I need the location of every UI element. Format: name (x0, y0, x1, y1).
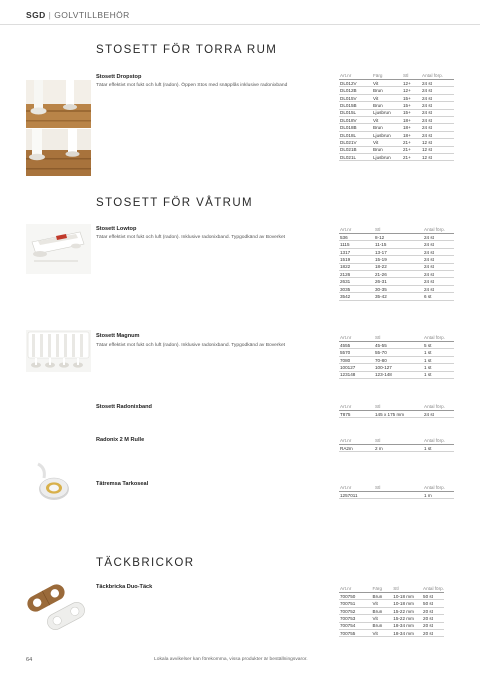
table-cell: 10-18 mm (392, 593, 422, 600)
duotack-image (22, 578, 92, 634)
table-cell: 15-19 (374, 256, 423, 263)
table-cell: 700751 (339, 600, 372, 607)
spec-table-dropstop (339, 72, 454, 161)
header-divider (0, 24, 480, 25)
table-cell: 700750 (339, 593, 372, 600)
column-header: Art.nr (339, 334, 374, 342)
product-name-lowtop: Stosett Lowtop (96, 226, 137, 232)
table-row (339, 154, 454, 161)
table-cell: 1 st (423, 445, 454, 452)
table-cell: 11-15 (374, 241, 423, 248)
table-cell: Brun (372, 593, 393, 600)
table-row (339, 278, 454, 285)
table-cell: DL018V (339, 117, 372, 124)
column-header: Art.nr (339, 585, 372, 593)
table-row (339, 411, 454, 418)
tarkoseal-image (34, 462, 74, 506)
table-cell: 24 st (421, 109, 454, 116)
table-cell: 700754 (339, 622, 372, 629)
table-cell: T875 (339, 411, 374, 418)
table-row (339, 241, 454, 248)
column-header: Antal förp. (423, 586, 444, 592)
table-cell: 24 st (423, 411, 454, 418)
column-header: Antal förp. (423, 437, 454, 445)
table-cell: 15+ (402, 94, 421, 101)
table-cell: Brun (372, 607, 393, 614)
table-cell: 12+ (402, 80, 421, 87)
footer-note: Lokala avvikelser kan förekomma, vissa produkter är beställningsvaror. (154, 657, 308, 662)
table-cell: Vit (372, 94, 402, 101)
table-cell: 21+ (402, 154, 421, 161)
table-cell: 6 st (423, 293, 454, 300)
table-cell: 21+ (402, 146, 421, 153)
table-cell: 15+ (402, 109, 421, 116)
table-cell: DL021L (339, 154, 372, 161)
dropstop-image (26, 80, 91, 176)
section-title-tack: TÄCKBRICKOR (96, 557, 195, 569)
table-cell: 123148 (339, 371, 374, 378)
product-name-duotack: Täckbricka Duo-Täck (96, 584, 153, 590)
table-cell: 35-42 (374, 293, 423, 300)
table-row (339, 285, 454, 292)
table-cell: 2631 (339, 278, 374, 285)
table-row (339, 109, 454, 116)
column-header: Stl (374, 484, 423, 492)
table-row (339, 364, 454, 371)
table-row (339, 342, 454, 349)
table-row (339, 349, 454, 356)
header-separator: | (48, 10, 52, 20)
column-header: Antal förp. (421, 72, 454, 80)
lowtop-image (26, 224, 91, 274)
column-header: Art.nr (339, 484, 374, 492)
spec-table-tarkoseal (339, 484, 454, 499)
table-cell: 1 st (423, 356, 454, 363)
table-row (339, 293, 454, 300)
table-cell: 4555 (339, 342, 374, 349)
table-cell: 15+ (402, 102, 421, 109)
table-cell: 7080 (339, 356, 374, 363)
table-cell: 24 st (421, 102, 454, 109)
duotack-photo (22, 578, 92, 634)
tarkoseal-photo (34, 462, 74, 506)
table-row (339, 263, 454, 270)
table-cell: 145 x 175 mm (374, 411, 423, 418)
table-cell: 15-22 mm (392, 615, 422, 622)
table-cell: 15-22 mm (392, 607, 422, 614)
table-row (339, 593, 444, 600)
table-cell: 700753 (339, 615, 372, 622)
page-header (26, 10, 130, 20)
column-header: Antal förp. (423, 334, 454, 342)
table-cell: 24 st (423, 285, 454, 292)
column-header: Antal förp. (423, 226, 454, 234)
table-cell: Brun (372, 146, 402, 153)
table-cell: DL015B (339, 102, 372, 109)
table-cell: DL012V (339, 80, 372, 87)
table-cell: Vit (372, 630, 393, 637)
table-cell: Vit (372, 139, 402, 146)
table-row (339, 124, 454, 131)
column-header: Art.nr (339, 437, 374, 445)
table-row (339, 615, 444, 622)
table-cell: 100-127 (374, 364, 423, 371)
table-cell: 700752 (339, 607, 372, 614)
column-header: Stl (402, 72, 421, 80)
table-cell: DL018L (339, 131, 372, 138)
table-cell: Brun (372, 87, 402, 94)
table-cell: 18+ (402, 131, 421, 138)
column-header: Stl (392, 585, 422, 593)
table-header-row (339, 334, 454, 342)
table-cell: 1115 (339, 241, 374, 248)
table-header-row (339, 226, 454, 234)
product-desc-magnum: Tätar effektivt mot fukt och luft (radon). Inklusive radonixband. Typgodkänd av Boverket (96, 343, 286, 348)
table-cell: Vit (372, 117, 402, 124)
table-cell: DL015V (339, 94, 372, 101)
table-cell: 24 st (423, 278, 454, 285)
table-cell: 45-55 (374, 342, 423, 349)
brand-name: SGD (26, 10, 46, 20)
table-cell: 1822 (339, 263, 374, 270)
table-cell: 70-80 (374, 356, 423, 363)
table-row (339, 102, 454, 109)
table-cell: 20 st (422, 615, 444, 622)
table-cell: 24 st (421, 117, 454, 124)
spec-table-radonix2m (339, 437, 454, 452)
table-cell: 24 st (423, 256, 454, 263)
table-row (339, 131, 454, 138)
table-header-row (339, 72, 454, 80)
table-cell: 55-70 (374, 349, 423, 356)
table-row (339, 146, 454, 153)
table-header-row (339, 484, 454, 492)
table-cell: 1 st (423, 364, 454, 371)
lowtop-photo (26, 224, 91, 274)
table-cell: 18+ (402, 117, 421, 124)
table-cell: 1317 (339, 248, 374, 255)
table-cell: 3542 (339, 293, 374, 300)
table-cell: 1257011 (339, 492, 374, 499)
table-row (339, 271, 454, 278)
table-cell: 3035 (339, 285, 374, 292)
table-cell: 24 st (423, 248, 454, 255)
table-cell: 20 st (422, 607, 444, 614)
table-row (339, 600, 444, 607)
table-row (339, 356, 454, 363)
column-header: Stl (374, 226, 423, 234)
table-cell: 536 (339, 234, 374, 241)
table-cell: 24 st (423, 263, 454, 270)
product-desc-dropstop: Tätar effektivt mot fukt och luft (radon). Öppen Stos med snäpplås inklusive radonixband (96, 83, 288, 88)
product-name-radonix2m: Radonix 2 M Rulle (96, 437, 145, 443)
column-header: Art.nr (339, 226, 374, 234)
table-cell: 12 st (421, 146, 454, 153)
page-number: 64 (26, 657, 33, 663)
spec-table-magnum (339, 334, 454, 379)
table-cell: 20 st (422, 622, 444, 629)
table-cell: RA2m (339, 445, 374, 452)
table-cell: 13-17 (374, 248, 423, 255)
table-cell: 12 st (421, 154, 454, 161)
product-name-dropstop: Stosett Dropstop (96, 74, 142, 80)
table-cell: Brun (372, 102, 402, 109)
column-header: Stl (374, 437, 423, 445)
table-cell: 24 st (421, 94, 454, 101)
table-cell: Ljusbrun (372, 109, 402, 116)
table-cell: Vit (372, 80, 402, 87)
table-row (339, 139, 454, 146)
table-cell: 5 st (423, 342, 454, 349)
table-cell: 1 m (423, 492, 454, 499)
table-cell: Brun (372, 124, 402, 131)
table-cell: 20 st (422, 630, 444, 637)
header-category: GOLVTILLBEHÖR (54, 10, 130, 20)
table-cell: Vit (372, 600, 393, 607)
table-row (339, 630, 444, 637)
table-cell: DL012B (339, 87, 372, 94)
table-row (339, 492, 454, 499)
table-row (339, 256, 454, 263)
column-header: Art.nr (339, 72, 372, 80)
table-row (339, 445, 454, 452)
table-cell: 24 st (421, 131, 454, 138)
table-cell: 10-18 mm (392, 600, 422, 607)
table-cell: 2126 (339, 271, 374, 278)
table-cell: 24 st (423, 234, 454, 241)
table-cell: Vit (372, 615, 393, 622)
product-name-magnum: Stosett Magnum (96, 333, 140, 339)
table-cell: 18-34 mm (392, 630, 422, 637)
table-cell (374, 492, 423, 499)
spec-table-radonixband (339, 403, 454, 418)
table-cell: DL015L (339, 109, 372, 116)
table-cell: 2 m (374, 445, 423, 452)
column-header: Antal förp. (423, 403, 454, 411)
table-cell: 1 st (423, 371, 454, 378)
table-cell: DL021V (339, 139, 372, 146)
product-desc-lowtop: Tätar effektivt mot fukt och luft (radon). Inklusive radonixband. Typgodkänd av Boverket (96, 235, 286, 240)
column-header: Antal förp. (423, 484, 454, 492)
column-header: Färg (372, 585, 393, 593)
table-cell: 5570 (339, 349, 374, 356)
table-cell: 1519 (339, 256, 374, 263)
table-cell: 21-26 (374, 271, 423, 278)
table-cell: 18-34 mm (392, 622, 422, 629)
table-row (339, 117, 454, 124)
column-header: Stl (374, 403, 423, 411)
table-cell: 24 st (421, 124, 454, 131)
table-cell: 50 st (422, 593, 444, 600)
table-row (339, 248, 454, 255)
table-cell: 30-35 (374, 285, 423, 292)
column-header: Art.nr (339, 403, 374, 411)
table-cell: Ljusbrun (372, 131, 402, 138)
table-row (339, 622, 444, 629)
table-cell: 21+ (402, 139, 421, 146)
table-cell: 24 st (423, 241, 454, 248)
product-name-tarkoseal: Tätremsa Tarkoseal (96, 481, 149, 487)
table-cell: 18-22 (374, 263, 423, 270)
section-title-torra: STOSETT FÖR TORRA RUM (96, 44, 278, 56)
table-row (339, 234, 454, 241)
column-header: Stl (374, 334, 423, 342)
table-cell: 123-148 (374, 371, 423, 378)
table-row (339, 607, 444, 614)
table-cell: 26-31 (374, 278, 423, 285)
spec-table-lowtop (339, 226, 454, 301)
magnum-photo (26, 330, 91, 372)
table-cell: DL018B (339, 124, 372, 131)
product-name-radonixband: Stosett Radonixband (96, 404, 152, 410)
table-row (339, 87, 454, 94)
table-cell: 1 st (423, 349, 454, 356)
table-cell: DL021B (339, 146, 372, 153)
table-cell: 8-12 (374, 234, 423, 241)
table-row (339, 80, 454, 87)
table-cell: 24 st (423, 271, 454, 278)
table-cell: 12+ (402, 87, 421, 94)
table-cell: 18+ (402, 124, 421, 131)
table-cell: 24 st (421, 80, 454, 87)
table-cell: Brun (372, 622, 393, 629)
table-cell: 12 st (421, 139, 454, 146)
table-row (339, 371, 454, 378)
spec-table-duotack (339, 585, 444, 637)
magnum-image (26, 330, 91, 372)
table-cell: 50 st (422, 600, 444, 607)
table-cell: 100127 (339, 364, 374, 371)
table-header-row (339, 403, 454, 411)
table-header-row (339, 437, 454, 445)
column-header: Färg (372, 72, 402, 80)
table-row (339, 94, 454, 101)
table-cell: 700755 (339, 630, 372, 637)
table-cell: 24 st (421, 87, 454, 94)
table-header-row (339, 585, 444, 593)
dropstop-photo (26, 80, 91, 176)
section-title-vatrum: STOSETT FÖR VÅTRUM (96, 197, 254, 209)
table-cell: Ljusbrun (372, 154, 402, 161)
